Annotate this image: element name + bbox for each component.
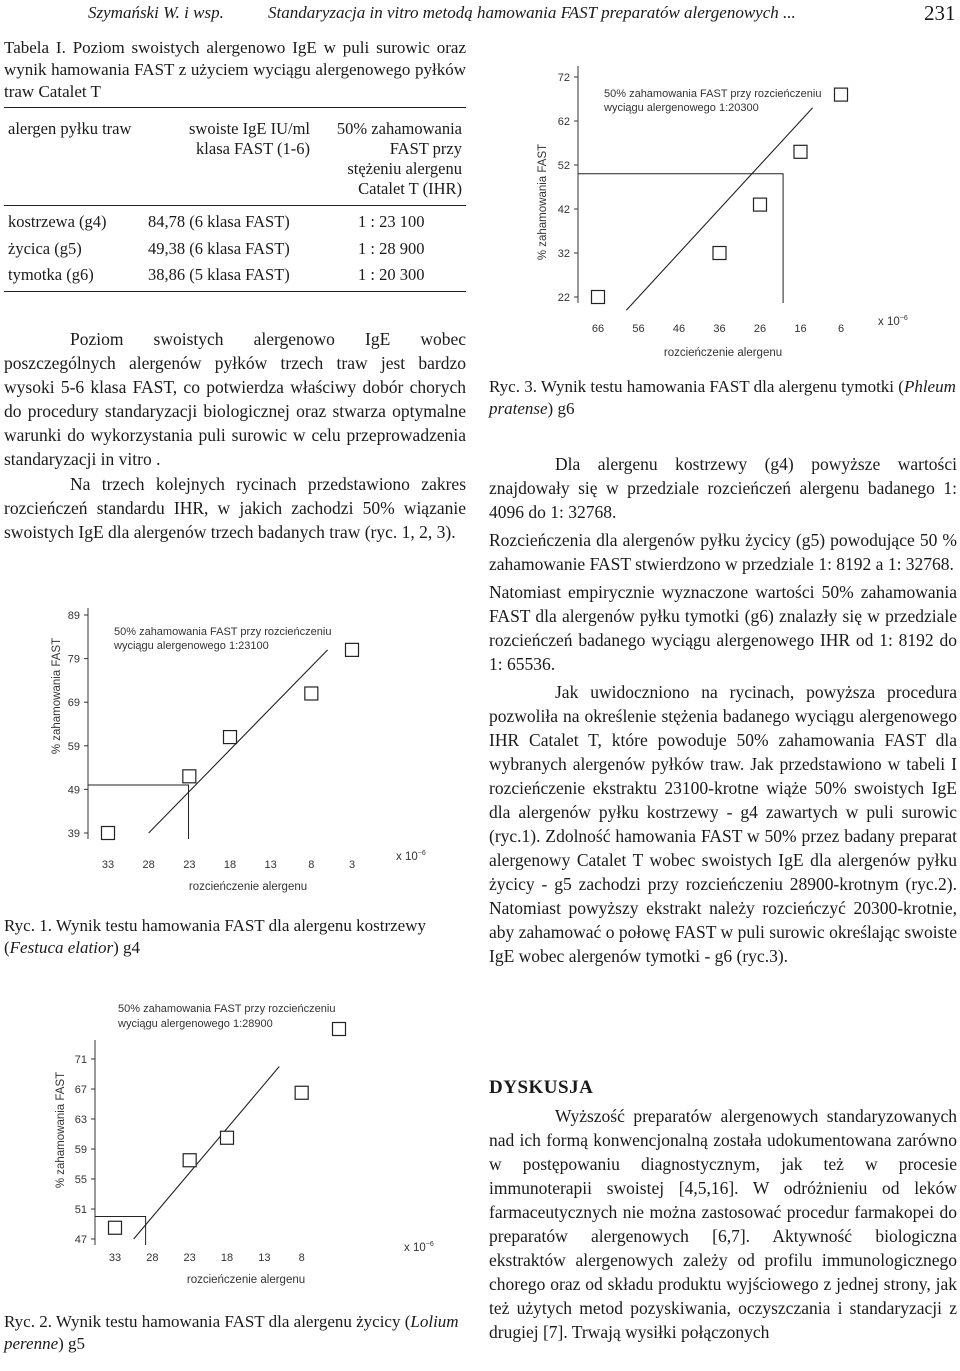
table-top-rule <box>4 107 466 108</box>
x-axis-label: rozcieńczenie alergenu <box>188 881 308 893</box>
data-point <box>109 1221 122 1234</box>
discussion-text <box>489 1104 957 1344</box>
table-cell-fast: 1 : 28 900 <box>358 239 425 258</box>
figure-2-caption: Ryc. 2. Wynik testu hamowania FAST dla alergenu życicy (Lolium perenne) g5 <box>4 1312 459 1353</box>
running-header-author: Szymański W. i wsp. <box>88 3 224 22</box>
y-tick-label: 69 <box>67 697 80 710</box>
y-tick-label: 22 <box>557 292 570 304</box>
table-cell-ige: 38,86 (5 klasa FAST) <box>148 265 290 284</box>
table-header-fast-line4: Catalet T (IHR) <box>358 179 462 198</box>
x-multiplier: x $10^{-6}$ <box>396 850 426 863</box>
y-tick-label: 63 <box>74 1114 87 1126</box>
data-point <box>835 88 848 101</box>
y-tick-label: 39 <box>67 828 80 840</box>
figure-caption-text: Wynik testu hamowania FAST dla alergenu kostrzewy <box>55 916 426 935</box>
table-caption-text: Poziom swoistych alergenowo IgE w puli surowic oraz wynik hamowania FAST z użyciem wyciągu alergenowego pyłków traw Catalet T <box>4 38 467 101</box>
y-tick-label: 89 <box>67 610 80 622</box>
x-axis-label: rozcieńczenie alergenu <box>663 347 783 359</box>
figure-3-chart <box>480 60 960 370</box>
x-tick-label: 56 <box>632 323 645 335</box>
figure-caption-code: g5 <box>68 1334 86 1353</box>
x-tick-label: 26 <box>753 323 767 335</box>
data-point <box>102 827 115 840</box>
figure-caption-text: Wynik testu hamowania FAST dla alergenu tymotki <box>540 377 895 396</box>
data-point <box>794 145 807 158</box>
figure-2-chart <box>0 990 470 1290</box>
data-point <box>713 247 726 260</box>
fit-line <box>626 108 812 310</box>
x-tick-label: 18 <box>223 859 237 871</box>
table-cell-allergen: życica (g5) <box>8 239 82 258</box>
chart-title-line2: wyciągu alergenowego 1:23100 <box>114 640 269 652</box>
figure-caption-latin: Festuca elatior <box>9 938 114 957</box>
data-point <box>333 1023 346 1036</box>
table-header-fast-line2: FAST przy <box>389 139 462 158</box>
table-cell-allergen: kostrzewa (g4) <box>8 212 107 231</box>
figure-caption-code: g4 <box>123 938 140 957</box>
paragraph: Jak uwidoczniono na rycinach, powyższa procedura pozwoliła na określenie stężenia badanego wyciągu alergenowego IHR Catalet T, które powoduje 50% zahamowania FAST dla wybranych alergenów pyłków traw. Jak przedstawiono w tabeli I rozcieńczenie ekstraktu 23100-krotne wiąże 50% swoistych IgE dla alergenów pyłku kostrzewy - g4 zawartych w puli surowic (ryc.1). Zdolność hamowania FAST w 50% przez badany preparat alergenowy Catalet T wobec swoistych IgE dla alergenów pyłku życicy - g5 zachodzi przy rozcieńczeniu 28900-krotnym (ryc.2). Natomiast powyższy ekstrakt należy rozcieńczyć 20300-krotnie, aby zahamować o połowę FAST w puli surowic określając swoiste IgE wobec alergenów tymotki - g6 (ryc.3). <box>489 682 957 966</box>
table-header-ige-line1: swoiste IgE IU/ml <box>189 119 310 138</box>
data-point <box>183 770 196 783</box>
figure-2-plot-area <box>75 1023 346 1265</box>
x-tick-label: 36 <box>713 323 726 335</box>
figure-1-chart <box>0 600 470 900</box>
data-point <box>183 1154 196 1167</box>
page-number: 231 <box>924 1 956 25</box>
paragraph: Dla alergenu kostrzewy (g4) powyższe wartości znajdowały się w przedziale rozcieńczeń alergenu badanego 1: 4096 do 1: 32768. <box>489 454 957 522</box>
y-tick-label: 67 <box>74 1084 87 1096</box>
figure-caption-label: Ryc. 3. <box>489 377 537 396</box>
table-header-fast-line1: 50% zahamowania <box>336 119 462 138</box>
table-header-allergen: alergen pyłku traw <box>8 119 132 138</box>
x-tick-label: 28 <box>146 1252 159 1264</box>
data-point <box>295 1086 308 1099</box>
x-tick-label: 8 <box>298 1252 305 1264</box>
data-point <box>754 198 767 211</box>
x-tick-label: 13 <box>258 1252 271 1264</box>
chart-title-line2: wyciągu alergenowego 1:28900 <box>118 1018 273 1030</box>
table-cell-ige: 49,38 (6 klasa FAST) <box>148 239 290 258</box>
y-tick-label: 59 <box>67 740 80 753</box>
paragraph: Poziom swoistych alergenowo IgE wobec poszczególnych alergenów pyłków trzech traw jest bardzo wysoki 5-6 klasa FAST, co potwierdza właściwy dobór chorych do procedury standaryzacji biologicznej oraz stwarza optymalne warunki do wykorzystania puli surowic w celu przeprowadzenia standaryzacji in vitro . <box>4 329 466 469</box>
y-tick-label: 32 <box>557 248 570 260</box>
figure-caption-latin: Phleum pratense <box>489 377 956 418</box>
chart-title-line1: 50% zahamowania FAST przy rozcieńczeniu <box>114 626 332 638</box>
x-tick-label: 3 <box>348 859 356 871</box>
figure-1-caption: Ryc. 1. Wynik testu hamowania FAST dla alergenu kostrzewy (Festuca elatior) g4 <box>4 916 426 957</box>
y-tick-label: 51 <box>74 1204 87 1216</box>
x-tick-label: 23 <box>183 859 196 871</box>
right-column-text <box>489 452 957 968</box>
x-tick-label: 16 <box>794 323 807 335</box>
x-tick-label: 28 <box>142 859 155 871</box>
data-point <box>592 291 605 304</box>
table-cell-ige: 84,78 (6 klasa FAST) <box>148 212 290 231</box>
chart-title-line2: wyciągu alergenowego 1:20300 <box>604 102 759 114</box>
x-tick-label: 33 <box>108 1252 122 1264</box>
section-heading: DYSKUSJA <box>489 1077 594 1098</box>
figure-caption-text: Wynik testu hamowania FAST dla alergenu życicy <box>55 1312 401 1331</box>
y-tick-label: 55 <box>74 1174 87 1186</box>
y-axis-label: % zahamowania FAST <box>51 637 63 755</box>
y-tick-label: 42 <box>557 204 570 216</box>
left-column-text <box>4 327 466 544</box>
y-tick-label: 71 <box>74 1054 87 1066</box>
y-tick-label: 59 <box>74 1144 87 1156</box>
y-axis-label: % zahamowania FAST <box>537 143 549 261</box>
table-caption <box>4 37 466 103</box>
chart-title-line1: 50% zahamowania FAST przy rozcieńczeniu <box>604 88 822 100</box>
table-cell-allergen: tymotka (g6) <box>8 265 94 284</box>
paragraph: Na trzech kolejnych rycinach przedstawiono zakres rozcieńczeń standardu IHR, w jakich zachodzi 50% wiązanie swoistych IgE dla alergenów trzech badanych traw (ryc. 1, 2, 3). <box>4 474 466 542</box>
x-tick-label: 18 <box>220 1252 234 1264</box>
fit-line <box>134 1067 280 1240</box>
table-header-fast-line3: stężeniu alergenu <box>347 159 462 178</box>
fit-line <box>149 650 328 833</box>
data-point <box>221 1131 234 1144</box>
y-tick-label: 52 <box>557 160 570 172</box>
figure-caption-label: Ryc. 2. <box>4 1312 52 1331</box>
y-axis-label: % zahamowania FAST <box>55 1071 67 1189</box>
table-cell-fast: 1 : 23 100 <box>358 212 425 231</box>
table-header-rule <box>4 205 466 206</box>
paragraph: Wyższość preparatów alergenowych standaryzowanych nad ich formą konwencjonalną została udokumentowana zarówno w postępowaniu diagnostycznym, jak też w procesie immunoterapii swoistej [4,5,16]. W odróżnieniu od leków farmaceutycznych nie można zastosować procedur farmakopei do preparatów alergenowych [6,7]. Aktywność biologiczna ekstraktów alergenowych zależy od profilu immunologicznego chorego oraz od składu produktu wyjściowego z jednej strony, jak też użytych metod pozyskiwania, oczyszczania i standaryzacji z drugiej [7]. Trwają wysiłki połączonych <box>489 1106 957 1342</box>
x-multiplier: x $10^{-6}$ <box>404 1241 434 1254</box>
x-tick-label: 33 <box>101 859 115 871</box>
chart-title-line1: 50% zahamowania FAST przy rozcieńczeniu <box>118 1003 336 1015</box>
figure-caption-label: Ryc. 1. <box>4 916 52 935</box>
half-inhibition-marker <box>578 174 783 303</box>
table-cell-fast: 1 : 20 300 <box>358 265 425 284</box>
data-point <box>346 643 359 656</box>
x-tick-label: 8 <box>308 859 315 871</box>
paragraph: Rozcieńczenia dla alergenów pyłku życicy (g5) powodujące 50 % zahamowanie FAST stwierdzono w przedziale 1: 8192 a 1: 32768. <box>489 530 957 574</box>
figure-3-caption: Ryc. 3. Wynik testu hamowania FAST dla alergenu tymotki (Phleum pratense) g6 <box>489 377 956 418</box>
table-caption-label: Tabela I. <box>4 38 66 57</box>
table-header-ige <box>160 119 310 159</box>
table-header-ige-line2: klasa FAST (1-6) <box>196 139 310 158</box>
figure-caption-code: g6 <box>557 399 575 418</box>
table-header-fast <box>310 119 462 199</box>
x-tick-label: 66 <box>591 323 605 335</box>
data-point <box>305 687 318 700</box>
y-tick-label: 62 <box>557 116 570 128</box>
y-tick-label: 79 <box>67 653 80 666</box>
y-tick-label: 49 <box>67 784 80 797</box>
x-tick-label: 13 <box>264 859 277 871</box>
x-tick-label: 23 <box>183 1252 196 1264</box>
x-axis-label: rozcieńczenie alergenu <box>186 1274 306 1286</box>
y-tick-label: 72 <box>557 72 570 84</box>
table-bottom-rule <box>4 291 466 292</box>
paragraph: Natomiast empirycznie wyznaczone wartości 50% zahamowania FAST dla alergenów pyłku tymotki (g6) znalazły się w przedziale rozcieńczeń badanego wyciągu alergenowego IHR od 1: 8192 do 1: 65536. <box>489 582 957 674</box>
data-point <box>224 731 237 744</box>
figure-caption-latin: Lolium perenne <box>4 1312 459 1353</box>
x-tick-label: 46 <box>672 323 686 335</box>
y-tick-label: 47 <box>74 1234 87 1246</box>
x-tick-label: 6 <box>837 323 845 335</box>
x-multiplier: x $10^{-6}$ <box>878 315 908 328</box>
running-header-title: Standaryzacja in vitro metodą hamowania FAST preparatów alergenowych ... <box>268 3 796 22</box>
